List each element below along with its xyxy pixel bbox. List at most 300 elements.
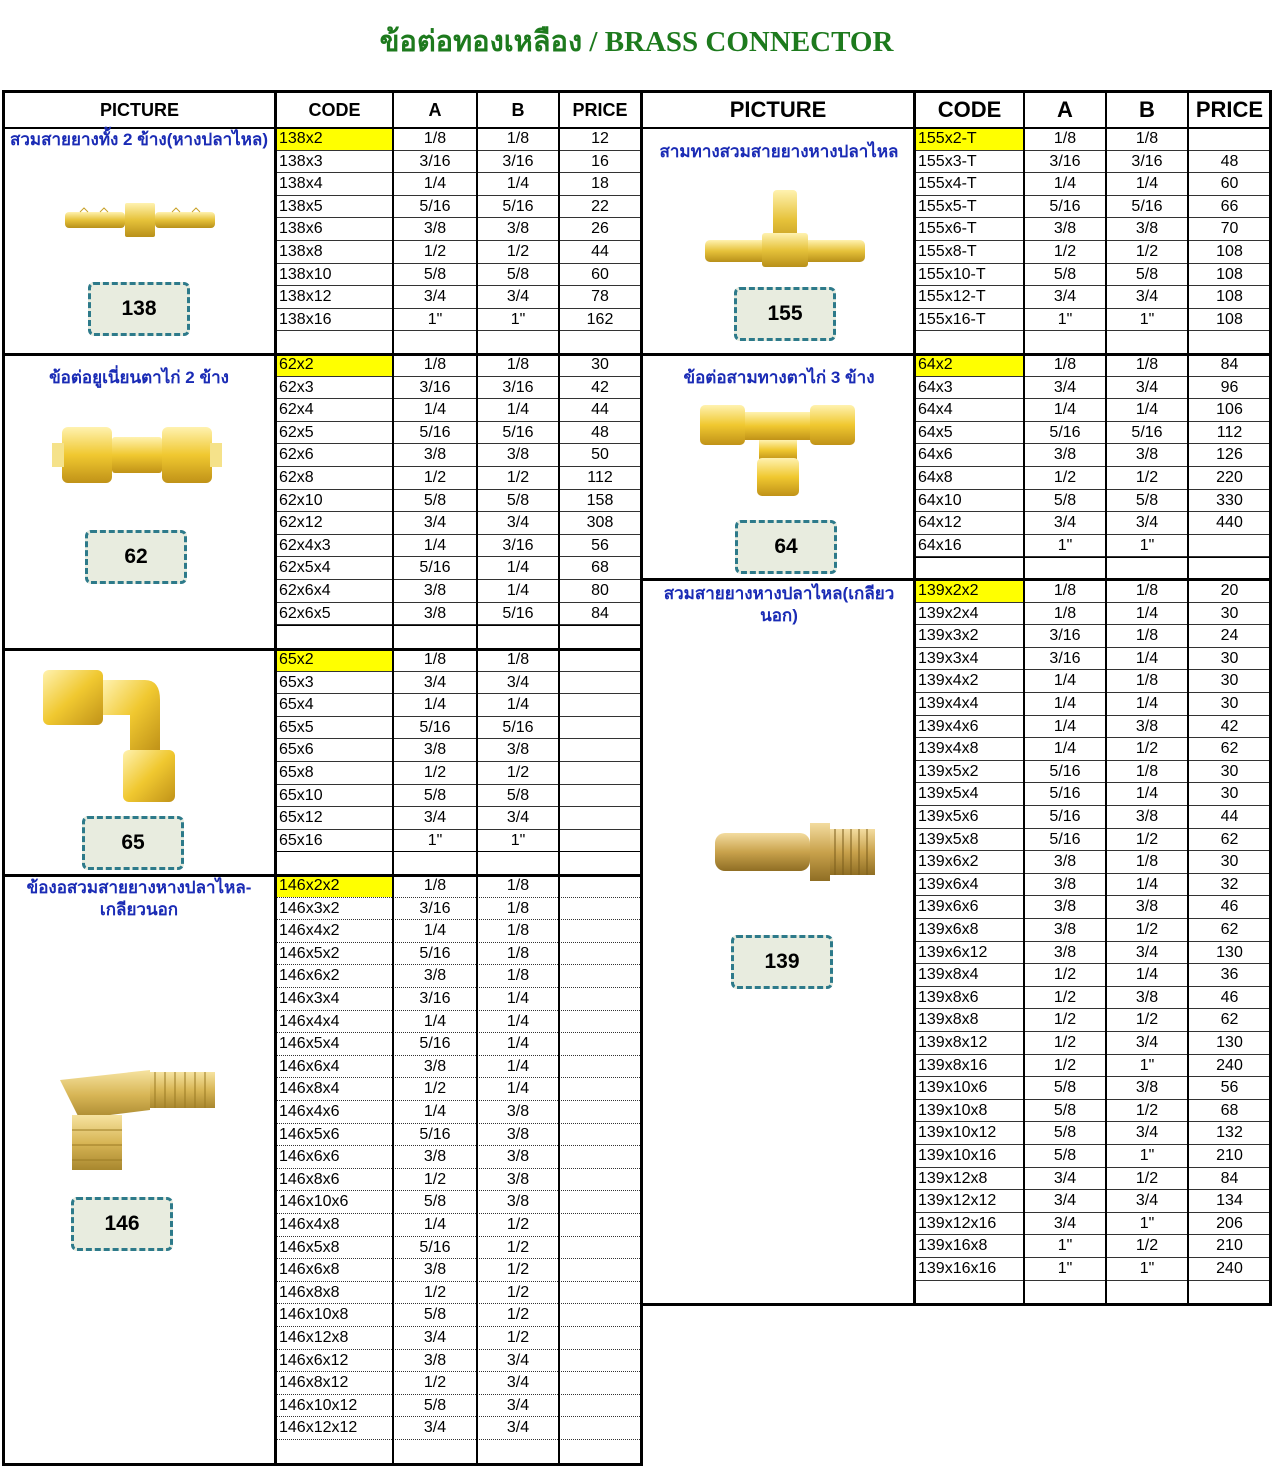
- cell-price: 50: [591, 446, 609, 464]
- table-row: [277, 377, 640, 400]
- cell-a: 5/16: [419, 1035, 451, 1053]
- cell-price: 16: [591, 152, 609, 170]
- sep-right-64-end: [913, 557, 1271, 558]
- cell-code: 146x3x4: [279, 990, 340, 1007]
- cell-b: 3/8: [506, 1148, 530, 1166]
- cell-b: 1/2: [1135, 921, 1159, 938]
- cell-a: 1/2: [423, 469, 447, 486]
- table-row: [916, 309, 1270, 332]
- page-title: ข้อต่อทองเหลือง / BRASS CONNECTOR: [379, 26, 894, 58]
- cell-code: 62x8: [279, 469, 314, 486]
- cell-a: 5/16: [1049, 808, 1081, 825]
- cell-a: 1/8: [1053, 130, 1077, 147]
- sep-left-table-end: [274, 625, 640, 626]
- cell-code: 146x10x12: [279, 1396, 358, 1414]
- cell-a: 5/16: [419, 1238, 451, 1256]
- cell-a: 3/16: [1049, 152, 1081, 170]
- cell-b: 1/4: [506, 1080, 530, 1098]
- cell-code: 139x4x6: [918, 717, 979, 735]
- table-row: [916, 648, 1270, 671]
- table-row: [277, 739, 640, 762]
- header-a: A: [428, 100, 442, 120]
- table-row: [916, 444, 1270, 467]
- badge-65: 65: [82, 816, 184, 870]
- table-row: [277, 603, 640, 626]
- cell-code: 155x16-T: [918, 310, 986, 328]
- cell-price: [560, 807, 640, 829]
- table-row: [916, 399, 1270, 422]
- cell-b: 1/2: [1135, 830, 1159, 848]
- table-row: [277, 1304, 640, 1327]
- sep-64: [640, 578, 1272, 581]
- cell-price: [560, 672, 640, 694]
- cell-price: 60: [591, 265, 609, 283]
- cell-price: [560, 649, 640, 671]
- cell-code: 146x6x4: [279, 1057, 340, 1075]
- cell-a: 1/8: [1053, 604, 1077, 622]
- cell-b: 3/8: [506, 1103, 530, 1120]
- cell-a: 3/8: [423, 1261, 447, 1279]
- cell-price: 18: [591, 175, 609, 193]
- cell-price: 12: [591, 130, 609, 147]
- cell-b: 3/8: [1135, 446, 1159, 464]
- sep-138: [2, 353, 642, 356]
- divider-center: [640, 90, 643, 1466]
- cell-a: 1/2: [1053, 1011, 1077, 1029]
- cell-code: 64x12: [918, 514, 962, 532]
- outer-border-top: [2, 90, 1272, 93]
- cell-a: 3/8: [423, 967, 447, 985]
- cell-price: 112: [587, 469, 613, 486]
- cell-a: 3/8: [423, 1148, 447, 1166]
- table-row: [916, 377, 1270, 400]
- cell-b: 3/4: [506, 809, 530, 827]
- table-row: [277, 557, 640, 580]
- cell-a: 3/16: [419, 990, 451, 1007]
- table-row: [277, 399, 640, 422]
- cell-b: 3/4: [1135, 514, 1159, 532]
- cell-a: 1/2: [1053, 1034, 1077, 1051]
- tee-hose-barb-icon: [700, 185, 870, 275]
- cell-price: 32: [1220, 875, 1239, 893]
- table-row: [916, 761, 1270, 784]
- cell-a: 1/4: [423, 1012, 447, 1030]
- cell-b: 1/4: [506, 990, 530, 1007]
- cell-a: 1/4: [1053, 672, 1077, 690]
- table-row: [916, 151, 1270, 174]
- cell-a: 3/8: [423, 741, 447, 759]
- cell-a: 5/8: [1053, 1124, 1077, 1142]
- table-row: [916, 670, 1270, 693]
- sep-62: [2, 648, 642, 651]
- cell-b: 1/2: [1135, 1169, 1159, 1187]
- header-picture: PICTURE: [99, 100, 179, 120]
- cell-code: 139x3x2: [918, 627, 979, 645]
- table-row: [916, 851, 1270, 874]
- table-row: [916, 1168, 1270, 1191]
- cell-b: 1/8: [1135, 627, 1159, 645]
- cell-a: 3/8: [1053, 875, 1077, 893]
- cell-a: 1/4: [423, 696, 447, 714]
- divider-pic-code-right: [913, 90, 916, 1306]
- cell-code: 139x8x8: [918, 1011, 979, 1029]
- table-row: [277, 241, 640, 264]
- cell-price: [560, 1146, 640, 1168]
- cell-code: 62x4: [279, 401, 314, 419]
- cell-b: 1/4: [1135, 649, 1159, 667]
- cell-price: [560, 830, 640, 852]
- cell-a: 1/8: [1053, 356, 1077, 373]
- cell-price: 108: [1216, 265, 1243, 283]
- cell-price: 30: [1220, 762, 1239, 780]
- cell-a: 3/8: [1053, 220, 1077, 238]
- cell-price: 22: [591, 197, 609, 215]
- cell-price: 130: [1216, 943, 1243, 961]
- table-row: [916, 512, 1270, 535]
- cell-price: 106: [1216, 401, 1243, 419]
- col-divider-right-0: [1023, 90, 1025, 1306]
- cell-a: 1/4: [423, 175, 447, 193]
- cell-code: 139x6x2: [918, 853, 979, 871]
- cell-price: 66: [1220, 197, 1239, 215]
- cell-code: 146x2x2: [277, 875, 392, 897]
- cell-price: 20: [1220, 582, 1239, 599]
- cell-code: 62x4x3: [279, 536, 331, 554]
- cell-price: [1189, 128, 1270, 150]
- cell-b: 1/4: [1135, 785, 1159, 803]
- cell-code: 64x8: [918, 469, 953, 486]
- union-compression-icon: [52, 415, 222, 495]
- table-row: [277, 672, 640, 695]
- cell-code: 155x8-T: [918, 243, 977, 260]
- cell-price: 70: [1220, 220, 1239, 238]
- cell-b: 1/4: [506, 401, 530, 419]
- cell-b: 5/16: [1131, 197, 1163, 215]
- badge-139: 139: [731, 935, 833, 989]
- cell-a: 5/16: [1049, 197, 1081, 215]
- cell-code: 65x5: [279, 718, 314, 736]
- cell-code: 139x3x4: [918, 649, 979, 667]
- cell-b: 3/4: [506, 514, 530, 532]
- cell-code: 62x12: [279, 514, 323, 532]
- cell-b: 1/2: [1135, 469, 1159, 486]
- cell-b: 3/4: [506, 1419, 530, 1437]
- sep-bottom-right: [640, 1303, 1272, 1306]
- cell-b: 1/8: [506, 922, 530, 940]
- cell-b: 5/8: [506, 265, 530, 283]
- cell-code: 138x4: [279, 175, 323, 193]
- cell-a: 3/8: [1053, 943, 1077, 961]
- cell-code: 139x5x2: [918, 762, 979, 780]
- table-row: [277, 898, 640, 921]
- cell-b: 1/8: [506, 899, 530, 917]
- cell-b: 3/4: [1135, 1192, 1159, 1210]
- cell-a: 3/8: [423, 604, 447, 622]
- cell-b: 1/2: [1135, 1101, 1159, 1119]
- section-title-146: ข้องอสวมสายยางหางปลาไหล-เกลียวนอก: [26, 878, 252, 919]
- cell-price: 42: [1220, 717, 1239, 735]
- cell-price: 30: [1220, 785, 1239, 803]
- cell-a: 5/8: [423, 1193, 447, 1211]
- table-row: [916, 264, 1270, 287]
- table-row: [916, 1122, 1270, 1145]
- table-row: [277, 286, 640, 309]
- cell-a: 3/8: [423, 1057, 447, 1075]
- cell-price: 56: [591, 536, 609, 554]
- cell-b: 1/8: [1135, 672, 1159, 690]
- table-row: [277, 354, 640, 377]
- table-row: [277, 422, 640, 445]
- table-row: [277, 173, 640, 196]
- cell-price: 44: [1220, 808, 1239, 825]
- cell-a: 3/4: [423, 673, 447, 691]
- cell-b: 5/16: [502, 423, 534, 441]
- cell-code: 139x2x2: [916, 580, 1023, 602]
- cell-code: 62x5: [279, 423, 314, 441]
- table-row: [916, 1055, 1270, 1078]
- cell-code: 146x3x2: [279, 899, 340, 917]
- table-row: [916, 218, 1270, 241]
- cell-b: 1": [1139, 1214, 1155, 1232]
- cell-code: 139x5x6: [918, 808, 979, 825]
- cell-code: 146x6x8: [279, 1261, 340, 1279]
- cell-code: 62x5x4: [279, 559, 331, 577]
- cell-b: 1/4: [1135, 966, 1159, 984]
- table-row: [277, 218, 640, 241]
- cell-code: 62x6x5: [279, 604, 331, 622]
- table-row: [277, 875, 640, 898]
- cell-price: [560, 739, 640, 761]
- cell-code: 146x10x8: [279, 1306, 349, 1324]
- cell-code: 138x6: [279, 220, 323, 238]
- cell-code: 146x6x6: [279, 1148, 340, 1166]
- cell-price: 46: [1220, 898, 1239, 916]
- table-row: [916, 422, 1270, 445]
- cell-price: 62: [1220, 830, 1239, 848]
- cell-code: 139x12x16: [918, 1214, 997, 1232]
- sep-left-65-end: [274, 851, 640, 852]
- cell-a: 1/4: [423, 1103, 447, 1120]
- cell-b: 3/4: [506, 288, 530, 306]
- cell-price: 158: [586, 491, 614, 509]
- sep-155: [640, 353, 1272, 356]
- cell-code: 139x16x8: [918, 1237, 988, 1255]
- cell-b: 1": [1139, 536, 1155, 554]
- cell-price: 440: [1216, 514, 1243, 532]
- cell-a: 3/16: [419, 378, 451, 396]
- cell-b: 1/8: [506, 877, 530, 894]
- cell-b: 1/4: [506, 175, 530, 193]
- cell-a: 1/4: [423, 401, 447, 419]
- cell-price: 210: [1216, 1237, 1243, 1255]
- table-row: [277, 1169, 640, 1192]
- cell-a: 5/16: [419, 1125, 451, 1143]
- cell-b: 3/8: [1135, 808, 1159, 825]
- cell-code: 155x4-T: [918, 175, 977, 193]
- table-row: [277, 717, 640, 740]
- cell-price: [560, 898, 640, 920]
- cell-price: [1189, 535, 1270, 557]
- cell-b: 1/4: [506, 582, 530, 599]
- cell-price: 36: [1220, 966, 1239, 984]
- cell-code: 62x6x4: [279, 582, 331, 599]
- table-row: [916, 693, 1270, 716]
- table-row: [277, 1327, 640, 1350]
- cell-a: 1/8: [423, 651, 447, 668]
- cell-b: 3/4: [506, 673, 530, 691]
- cell-code: 139x12x8: [918, 1169, 988, 1187]
- cell-a: 3/4: [1053, 378, 1077, 396]
- cell-price: 68: [1220, 1101, 1239, 1119]
- table-row: [277, 309, 640, 332]
- cell-b: 1/8: [1135, 356, 1159, 373]
- cell-b: 1/8: [1135, 582, 1159, 599]
- cell-price: 84: [1220, 1169, 1239, 1187]
- cell-price: [560, 762, 640, 784]
- cell-a: 5/16: [419, 559, 451, 577]
- cell-b: 5/16: [502, 197, 534, 215]
- table-row: [277, 1078, 640, 1101]
- cell-b: 3/8: [506, 446, 530, 464]
- cell-price: 308: [586, 514, 614, 532]
- table-row: [916, 829, 1270, 852]
- cell-b: 1/2: [506, 1261, 530, 1279]
- cell-code: 146x4x2: [279, 922, 340, 940]
- cell-code: 139x16x16: [918, 1260, 997, 1277]
- cell-b: 1/2: [1135, 1237, 1159, 1255]
- table-row: [277, 1259, 640, 1282]
- cell-price: 330: [1216, 491, 1243, 509]
- cell-a: 1": [1057, 1260, 1073, 1277]
- cell-b: 1/8: [1135, 762, 1159, 780]
- cell-price: 126: [1216, 446, 1243, 464]
- header-b: B: [511, 100, 525, 120]
- cell-price: 240: [1216, 1260, 1243, 1277]
- cell-a: 3/16: [419, 152, 451, 170]
- cell-b: 3/8: [1135, 717, 1159, 735]
- cell-price: [560, 1101, 640, 1123]
- header-b: B: [1139, 97, 1155, 122]
- table-row: [916, 1213, 1270, 1236]
- cell-price: [560, 1395, 640, 1417]
- cell-code: 146x6x2: [279, 967, 340, 985]
- table-row: [277, 1033, 640, 1056]
- table-row: [916, 580, 1270, 603]
- section-title-62: ข้อต่อยูเนี่ยนตาไก่ 2 ข้าง: [49, 368, 229, 387]
- table-row: [916, 467, 1270, 490]
- cell-price: 108: [1216, 310, 1243, 328]
- cell-b: 1/4: [506, 1035, 530, 1053]
- cell-b: 3/4: [506, 1351, 530, 1369]
- cell-b: 1/8: [1135, 853, 1159, 871]
- cell-a: 5/16: [1049, 423, 1081, 441]
- cell-a: 1/4: [1053, 717, 1077, 735]
- table-row: [916, 1077, 1270, 1100]
- badge-62: 62: [85, 530, 187, 584]
- cell-price: 112: [1216, 423, 1243, 441]
- cell-price: 68: [591, 559, 609, 577]
- cell-b: 1/2: [1135, 740, 1159, 758]
- cell-a: 1/2: [1053, 469, 1077, 486]
- cell-price: 220: [1216, 469, 1243, 486]
- header-code: CODE: [308, 100, 361, 120]
- cell-a: 1/4: [423, 1216, 447, 1233]
- cell-code: 139x6x4: [918, 875, 979, 893]
- cell-b: 3/4: [506, 1396, 530, 1414]
- badge-64: 64: [735, 520, 837, 574]
- table-row: [916, 173, 1270, 196]
- cell-code: 155x10-T: [918, 265, 986, 283]
- table-row: [277, 965, 640, 988]
- header-a: A: [1057, 97, 1073, 122]
- cell-a: 3/8: [423, 220, 447, 238]
- cell-b: 1/2: [506, 1283, 530, 1301]
- cell-code: 65x3: [279, 673, 314, 691]
- table-row: [916, 1100, 1270, 1123]
- cell-code: 139x8x16: [918, 1056, 988, 1074]
- cell-code: 146x8x4: [279, 1080, 340, 1098]
- cell-a: 3/4: [423, 1329, 447, 1346]
- cell-b: 1/2: [506, 1329, 530, 1346]
- table-row: [916, 942, 1270, 965]
- cell-b: 1/4: [506, 559, 530, 577]
- cell-b: 5/16: [1131, 423, 1163, 441]
- badge-138: 138: [88, 282, 190, 336]
- cell-a: 1/4: [1053, 401, 1077, 419]
- table-row: [916, 1009, 1270, 1032]
- cell-price: 30: [1220, 604, 1239, 622]
- cell-b: 1/8: [506, 356, 530, 373]
- cell-price: [560, 1214, 640, 1236]
- table-row: [277, 1395, 640, 1418]
- table-row: [277, 264, 640, 287]
- cell-b: 1/8: [506, 967, 530, 985]
- cell-code: 146x8x8: [279, 1283, 340, 1301]
- cell-a: 5/8: [1053, 491, 1077, 509]
- cell-code: 64x16: [918, 536, 962, 554]
- cell-code: 155x5-T: [918, 197, 977, 215]
- cell-price: 84: [591, 604, 609, 622]
- table-row: [916, 1235, 1270, 1258]
- col-divider-left-0: [392, 90, 394, 1466]
- header-code: CODE: [937, 97, 1002, 122]
- cell-code: 64x10: [918, 491, 962, 509]
- cell-a: 3/8: [1053, 898, 1077, 916]
- cell-a: 1/2: [1053, 988, 1077, 1006]
- table-row: [277, 1011, 640, 1034]
- cell-a: 3/16: [1049, 627, 1081, 645]
- cell-a: 3/4: [1053, 288, 1077, 306]
- cell-a: 3/4: [1053, 514, 1077, 532]
- table-row: [277, 943, 640, 966]
- cell-a: 3/8: [1053, 921, 1077, 938]
- cell-b: 1/8: [506, 130, 530, 147]
- cell-price: 30: [1220, 672, 1239, 690]
- table-row: [277, 1282, 640, 1305]
- table-row: [916, 286, 1270, 309]
- cell-a: 1/4: [1053, 695, 1077, 712]
- cell-price: [560, 1011, 640, 1033]
- cell-code: 146x5x6: [279, 1125, 340, 1143]
- cell-code: 65x10: [279, 786, 323, 804]
- cell-b: 5/8: [506, 491, 530, 509]
- cell-b: 1/8: [1135, 130, 1159, 147]
- cell-b: 1/4: [506, 1057, 530, 1075]
- table-row: [277, 1146, 640, 1169]
- table-row: [277, 467, 640, 490]
- cell-code: 139x10x16: [918, 1147, 997, 1164]
- cell-code: 139x4x2: [918, 672, 979, 690]
